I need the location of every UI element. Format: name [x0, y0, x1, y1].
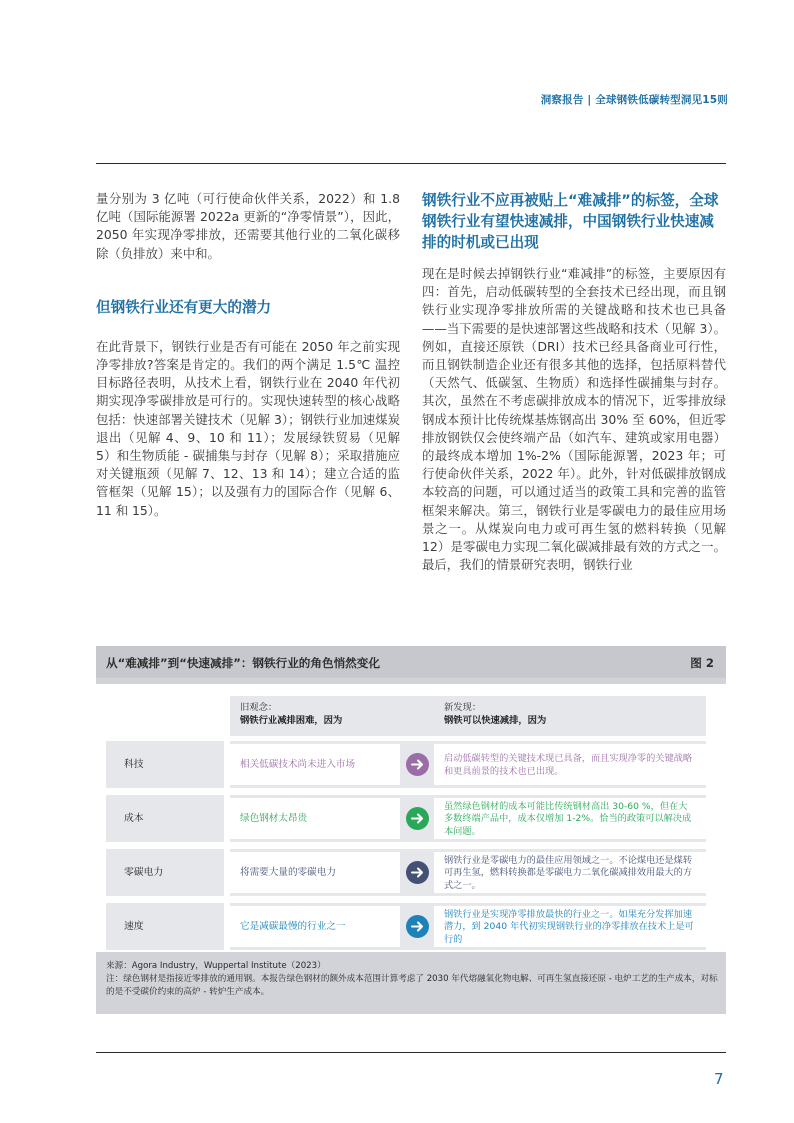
old-view-cell: 相关低碳技术尚未进入市场 [230, 744, 400, 785]
left-section-heading: 但钢铁行业还有更大的潜力 [96, 298, 272, 316]
left-paragraph-2: 在此背景下，钢铁行业是否有可能在 2050 年之前实现净零排放?答案是肯定的。我们的两个满足 1.5℃ 温控目标路径表明，从技术上看，钢铁行业在 2040 年代初期实现净零碳排放是可行的。实现快速转型的核心战略包括：快速部署关键技术（见解 3）；钢铁行业加速煤炭退出（见解 4、9、10 和 11）；发展绿铁贸易（见解 5）和生物质能 - 碳捕集与封存（见解 8）；采取措施应对关键瓶颈（见解 7、12、13 和 14）；建立合适的监管框架（见解 15）；以及强有力的国际合作（见解 6、11 和 15）。 [96, 338, 400, 518]
figure-title: 从“难减排”到“快速减排”：钢铁行业的角色悄然变化 [106, 656, 380, 670]
figure-source: 来源：Agora Industry，Wuppertal Institute（2023） [106, 961, 326, 971]
table-row-cost [106, 795, 706, 842]
row-label: 成本 [106, 795, 224, 842]
page-number: 7 [714, 1070, 724, 1088]
new-view-header-line1: 新发现： [444, 702, 482, 713]
new-view-cell [434, 906, 706, 947]
left-paragraph-1: 量分别为 3 亿吨（可行使命伙伴关系，2022）和 1.8 亿吨（国际能源署 2022a 更新的“净零情景”），因此，2050 年实现净零排放，还需要其他行业的二氧化碳移除（负排放）来中和。 [96, 191, 400, 261]
figure-2 [96, 646, 726, 1014]
table-row-technology [106, 741, 706, 788]
figure-table [96, 684, 726, 952]
right-section-heading: 钢铁行业不应再被贴上“难减排”的标签，全球钢铁行业有望快速减排，中国钢铁行业快速减排的时机或已出现 [422, 192, 719, 251]
figure-number: 图 2 [690, 656, 714, 670]
new-view-cell [434, 798, 706, 839]
row-label: 速度 [106, 903, 224, 950]
table-row-zero-carbon-power [106, 849, 706, 896]
running-header: 洞察报告 | 全球钢铁低碳转型洞见15则 [540, 94, 728, 106]
old-view-cell: 它是减碳最慢的行业之一 [230, 906, 400, 947]
new-view-header-line2: 钢铁可以快速减排，因为 [444, 714, 547, 726]
table-row-speed [106, 903, 706, 950]
new-view-header [444, 702, 546, 727]
new-view-text: 钢铁行业是实现净零排放最快的行业之一。如果充分发挥加速潜力，到 2040 年代初实现钢铁行业的净零排放在技术上是可行的 [444, 908, 694, 945]
arrow-right-icon [406, 807, 429, 830]
new-view-cell [434, 744, 706, 785]
new-view-text: 虽然绿色钢材的成本可能比传统钢材高出 30-60 %，但在大多数终端产品中，成本仅增加 1-2%。恰当的政策可以解决成本问题。 [444, 800, 692, 837]
old-view-cell: 将需要大量的零碳电力 [230, 852, 400, 893]
new-view-text: 启动低碳转型的关键技术现已具备，而且实现净零的关键战略和更具前景的技术也已出现。 [444, 752, 693, 777]
right-column [422, 190, 726, 574]
right-paragraph: 现在是时候去掉钢铁行业“难减排”的标签，主要原因有四：首先，启动低碳转型的全套技术已经出现，而且钢铁行业实现净零排放所需的关键战略和技术也已具备——当下需要的是快速部署这些战略和技术（见解 3）。例如，直接还原铁（DRI）技术已经具备商业可行性，而且钢铁制造企业还有很多其他的选择，包括原料替代（天然气、低碳氢、生物质）和选择性碳捕集与封存。其次，虽然在不考虑碳排放成本的情况下，近零排放绿钢成本预计比传统煤基炼钢高出 30% 至 60%，但近零排放钢铁仅会使终端产品（如汽车、建筑或家用电器）的最终成本增加 1%-2%（国际能源署，2023 年；可行使命伙伴关系，2022 年）。此外，针对低碳排放钢成本较高的问题，可以通过适当的政策工具和完善的监管框架来解决。第三，钢铁行业是零碳电力的最佳应用场景之一。从煤炭向电力或可再生氢的燃料转换（见解 12）是零碳电力实现二氧化碳减排最有效的方式之一。最后，我们的情景研究表明，钢铁行业 [422, 266, 726, 573]
left-column [96, 190, 400, 520]
old-view-cell: 绿色钢材太昂贵 [230, 798, 400, 839]
arrow-right-icon [406, 915, 429, 938]
row-label: 零碳电力 [106, 849, 224, 896]
footer-rule [96, 1052, 726, 1053]
arrow-right-icon [406, 753, 429, 776]
arrow-right-icon [406, 861, 429, 884]
new-view-text: 钢铁行业是零碳电力的最佳应用领域之一。不论煤电还是煤转可再生氢，燃料转换都是零碳电力二氧化碳减排效用最大的方式之一。 [444, 854, 693, 891]
figure-footnotes [106, 960, 718, 999]
new-view-cell [434, 852, 706, 893]
old-view-header-line1: 旧观念： [240, 702, 278, 713]
header-rule [96, 163, 726, 164]
figure-title-bar [96, 646, 726, 678]
row-label: 科技 [106, 741, 224, 788]
old-view-header-line2: 钢铁行业减排困难，因为 [240, 714, 343, 726]
figure-note: 注：绿色钢材是指接近零排放的通用钢。本报告绿色钢材的额外成本范围计算考虑了 2030 年代熔融氧化物电解、可再生氢直接还原 - 电炉工艺的生产成本，对标的是不受碳价约束的高炉 - 转炉生产成本。 [106, 974, 718, 997]
old-view-header [240, 702, 342, 727]
